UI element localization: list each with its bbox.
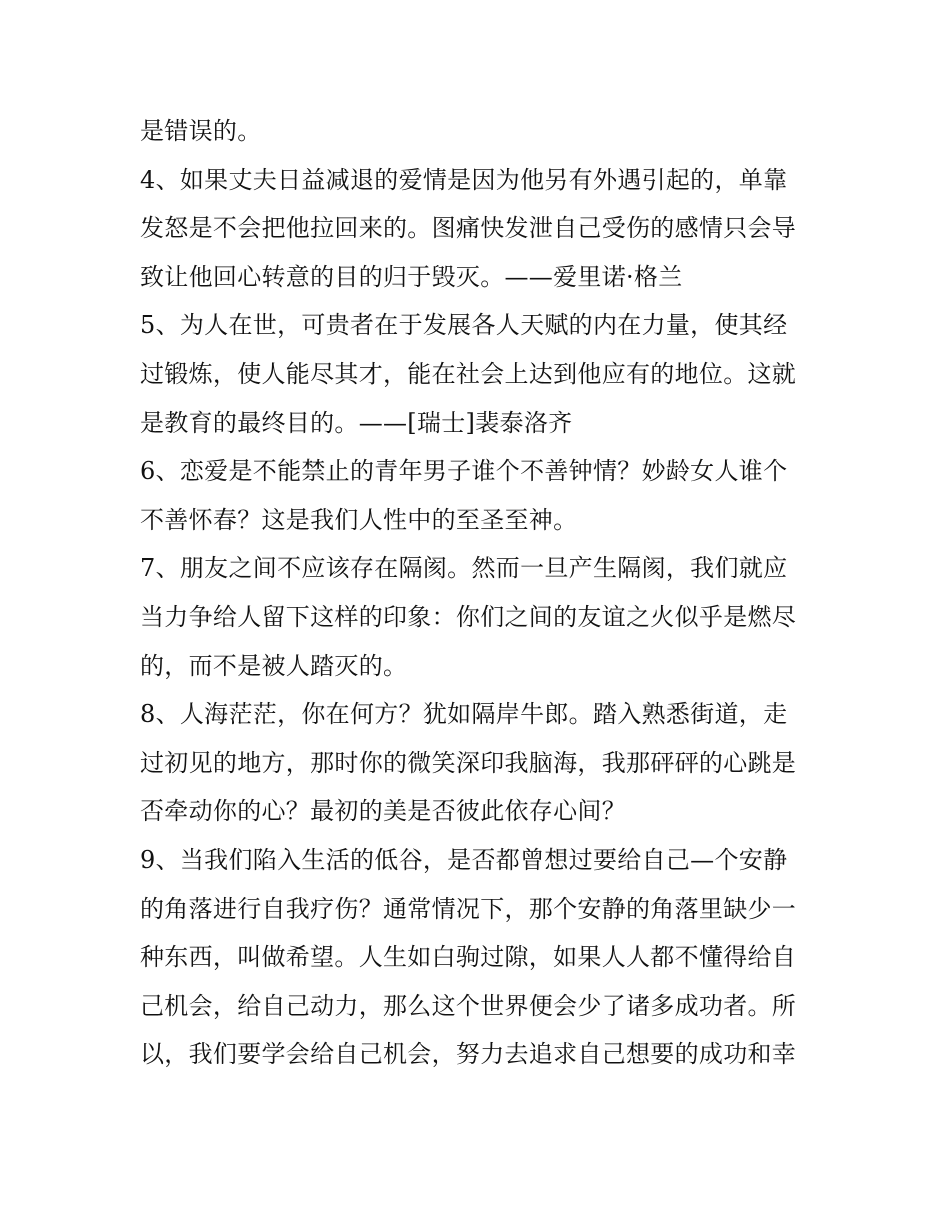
text-line: 是教育的最终目的。——[瑞士]裴泰洛齐 (140, 408, 573, 437)
text-line: 的角落进行自我疗伤？通常情况下，那个安静的角落里缺少一 (140, 894, 797, 923)
text-line: 5、为人在世，可贵者在于发展各人天赋的内在力量，使其经 (140, 311, 788, 340)
text-line: 4、如果丈夫日益减退的爱情是因为他另有外遇引起的，单靠 (140, 165, 788, 194)
text-line: 7、朋友之间不应该存在隔阂。然而一旦产生隔阂，我们就应 (140, 554, 788, 583)
text-line: 致让他回心转意的目的归于毁灭。——爱里诺·格兰 (140, 262, 683, 291)
text-line: 6、恋爱是不能禁止的青年男子谁个不善钟情？妙龄女人谁个 (140, 457, 788, 486)
document-body (140, 107, 820, 1079)
text-line: 发怒是不会把他拉回来的。图痛快发泄自己受伤的感情只会导 (140, 214, 797, 243)
text-line: 8、人海茫茫，你在何方？犹如隔岸牛郎。踏入熟悉街道，走 (140, 700, 788, 729)
text-line: 以，我们要学会给自己机会，努力去追求自己想要的成功和幸 (140, 1040, 797, 1069)
text-line: 不善怀春？这是我们人性中的至圣至神。 (140, 505, 578, 534)
text-line: 9、当我们陷入生活的低谷，是否都曾想过要给自己—个安静 (140, 845, 788, 874)
text-line: 的，而不是被人踏灭的。 (140, 651, 408, 680)
text-line: 过初见的地方，那时你的微笑深印我脑海，我那砰砰的心跳是 (140, 748, 797, 777)
text-line: 是错误的。 (140, 117, 262, 145)
text-line: 过锻炼，使人能尽其才，能在社会上达到他应有的地位。这就 (140, 359, 797, 388)
text-line: 种东西，叫做希望。人生如白驹过隙，如果人人都不懂得给自 (140, 943, 797, 972)
text-line: 己机会，给自己动力，那么这个世界便会少了诸多成功者。所 (140, 991, 797, 1020)
text-line: 当力争给人留下这样的印象：你们之间的友谊之火似乎是燃尽 (140, 602, 797, 631)
text-line: 否牵动你的心？最初的美是否彼此依存心间？ (140, 797, 626, 826)
